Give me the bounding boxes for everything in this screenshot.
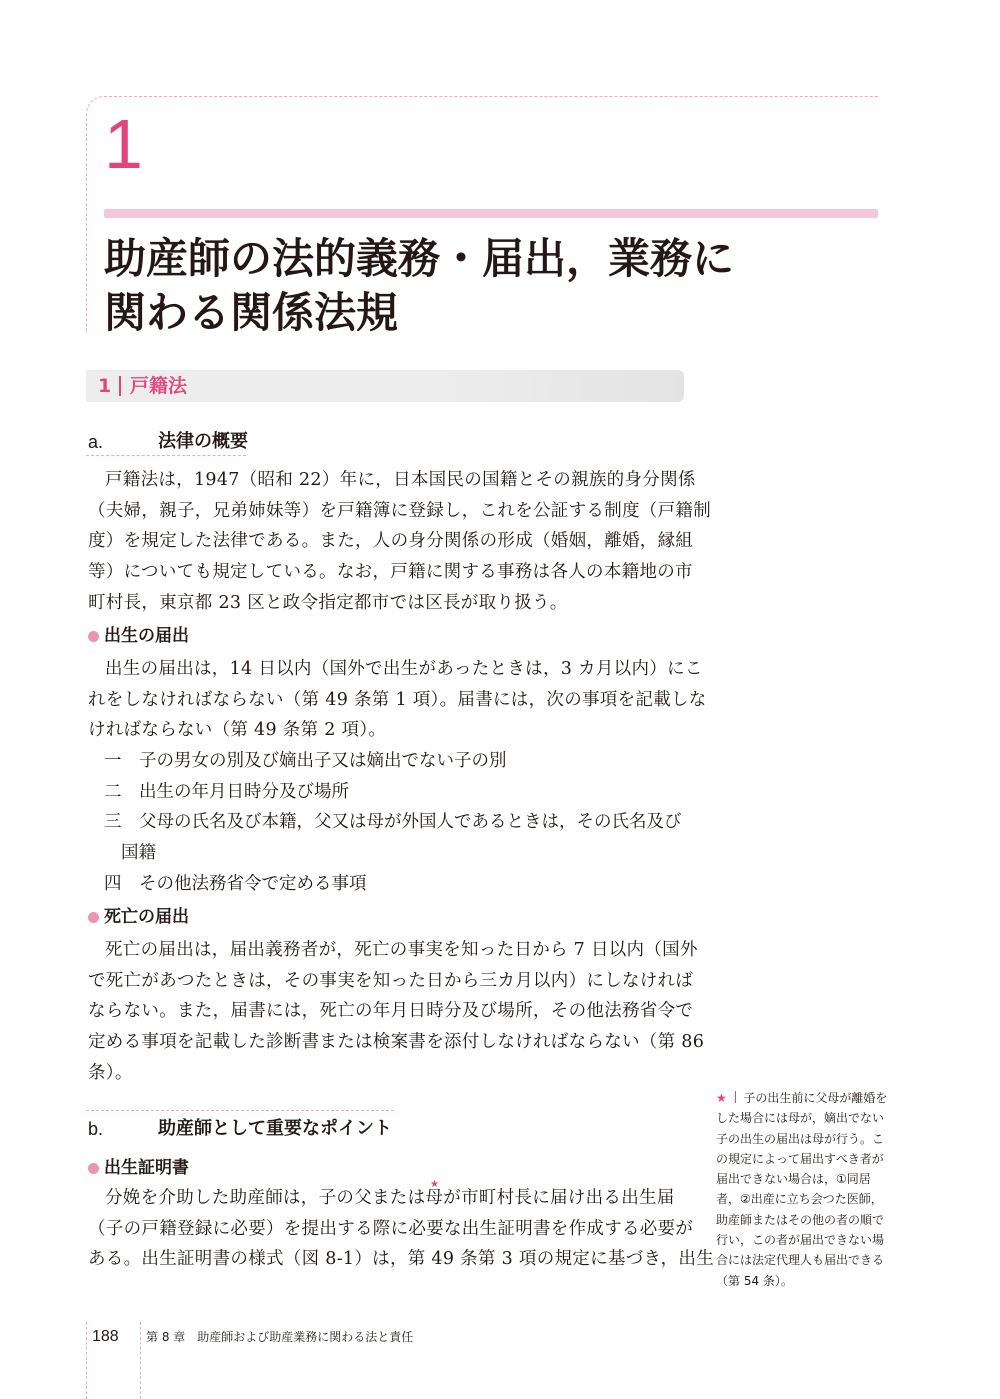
item-text: 父母の氏名及び本籍，父又は母が外国人であるときは，その氏名及び bbox=[139, 812, 682, 833]
death-notification-paragraph bbox=[88, 935, 704, 1089]
side-note-line: した場合には母が，嫡出でない bbox=[716, 1111, 885, 1126]
page-number: 188 bbox=[92, 1328, 119, 1345]
side-note bbox=[716, 1088, 886, 1291]
paragraph-line: （夫婦，親子，兄弟姉妹等）を戸籍簿に登録し，これを公証する制度（戸籍制 bbox=[88, 500, 711, 521]
side-note-line bbox=[716, 1088, 886, 1108]
subsection-a-title: 法律の概要 bbox=[158, 431, 248, 452]
subsection-b-letter: b. bbox=[88, 1119, 104, 1139]
note-separator bbox=[735, 1091, 736, 1103]
side-note-line: 届出できない場合は，①同居 bbox=[716, 1172, 871, 1187]
birth-certificate-paragraph bbox=[88, 1183, 714, 1275]
chapter-title-rule bbox=[104, 209, 878, 218]
side-note-line: 行い，この者が届出できない場 bbox=[716, 1233, 885, 1248]
side-note-text: 子の出生前に父母が離婚を bbox=[743, 1091, 888, 1105]
paragraph-line: ある。出生証明書の様式（図 8-1）は，第 49 条第 3 項の規定に基づき，出生 bbox=[88, 1249, 714, 1270]
item-text: 国籍 bbox=[121, 843, 156, 864]
subsection-b-rule bbox=[86, 1110, 394, 1111]
footer-divider bbox=[140, 1322, 141, 1399]
section-separator bbox=[119, 376, 121, 396]
paragraph-line: 定める事項を記載した診断書または検案書を添付しなければならない（第 86 bbox=[88, 1032, 705, 1053]
paragraph-line: （子の戸籍登録に必要）を提出する際に必要な出生証明書を作成する必要が bbox=[88, 1218, 694, 1239]
paragraph-line: 町村長，東京都 23 区と政令指定都市では区長が取り扱う。 bbox=[88, 592, 568, 613]
paragraph-line: 戸籍法は，1947（昭和 22）年に，日本国民の国籍とその親族的身分関係 bbox=[105, 470, 696, 490]
bullet-dot-icon bbox=[88, 1163, 99, 1174]
paragraph-line: れをしなければならない（第 49 条第 1 項）。届書には，次の事項を記載しな bbox=[88, 689, 707, 710]
paragraph-line: 出生の届出は，14 日以内（国外で出生があったときは，3 カ月以内）にこ bbox=[105, 659, 703, 679]
bullet-dot-icon bbox=[88, 631, 99, 642]
birth-notification-heading: 出生の届出 bbox=[104, 626, 189, 646]
birth-certificate-heading: 出生証明書 bbox=[104, 1158, 189, 1178]
bullet-dot-icon bbox=[88, 912, 99, 923]
paragraph-line: で死亡があつたときは，その事実を知った日から三カ月以内）にしなければ bbox=[88, 970, 694, 991]
subsection-b-title: 助産師として重要なポイント bbox=[158, 1118, 392, 1139]
item-text: その他法務省令で定める事項 bbox=[139, 873, 367, 894]
footer-divider bbox=[86, 1322, 87, 1399]
star-icon: ★ bbox=[716, 1091, 727, 1105]
paragraph-line: ければならない（第 49 条第 2 項）。 bbox=[88, 720, 387, 741]
chapter-title-line-2: 関わる関係法規 bbox=[104, 288, 399, 337]
paragraph-line: ならない。また，届書には，死亡の年月日時分及び場所，その他法務省令で bbox=[88, 1001, 694, 1022]
running-footer: 第 8 章 助産師および助産業務に関わる法と責任 bbox=[146, 1330, 414, 1344]
paragraph-line: 度）を規定した法律である。また，人の身分関係の形成（婚姻，離婚，縁組 bbox=[88, 531, 694, 552]
section-title: 戸籍法 bbox=[130, 375, 188, 397]
paragraph-line: 等）についても規定している。なお，戸籍に関する事務は各人の本籍地の市 bbox=[88, 562, 693, 583]
item-number: 三 bbox=[104, 812, 122, 833]
paragraph-line: 条）。 bbox=[88, 1062, 133, 1083]
item-number: 二 bbox=[104, 781, 122, 802]
item-text: 出生の年月日時分及び場所 bbox=[139, 781, 349, 802]
side-note-line: の規定によって届出すべき者が bbox=[716, 1151, 884, 1166]
item-number: 一 bbox=[104, 751, 122, 771]
star-icon: ★ bbox=[430, 1179, 439, 1190]
side-note-line: （第 54 条）。 bbox=[716, 1273, 793, 1288]
death-notification-heading: 死亡の届出 bbox=[104, 907, 189, 927]
subsection-a-letter: a. bbox=[88, 432, 104, 452]
side-note-line: 者，②出産に立ち会つた医師， bbox=[716, 1192, 883, 1207]
side-note-line: 子の出生の届出は母が行う。こ bbox=[716, 1131, 885, 1146]
paragraph-line: 死亡の届出は，届出義務者が，死亡の事実を知った日から 7 日以内（国外 bbox=[105, 940, 698, 960]
item-number: 四 bbox=[104, 873, 122, 894]
item-text: 子の男女の別及び嫡出子又は嫡出でない子の別 bbox=[139, 751, 507, 771]
overview-paragraph bbox=[88, 465, 711, 619]
side-note-line: 助産師またはその他の者の順で bbox=[716, 1212, 885, 1227]
section-number: 1 bbox=[98, 375, 112, 397]
birth-notification-paragraph bbox=[88, 654, 707, 746]
subsection-a-underline bbox=[86, 455, 246, 456]
chapter-title-line-1: 助産師の法的義務・届出，業務に bbox=[104, 234, 735, 283]
side-note-line: 合には法定代理人も届出できる bbox=[716, 1253, 885, 1268]
chapter-number: 1 bbox=[104, 105, 143, 183]
paragraph-line: 分娩を介助した助産師は，子の父または母が市町村長に届け出る出生届 bbox=[105, 1188, 675, 1208]
